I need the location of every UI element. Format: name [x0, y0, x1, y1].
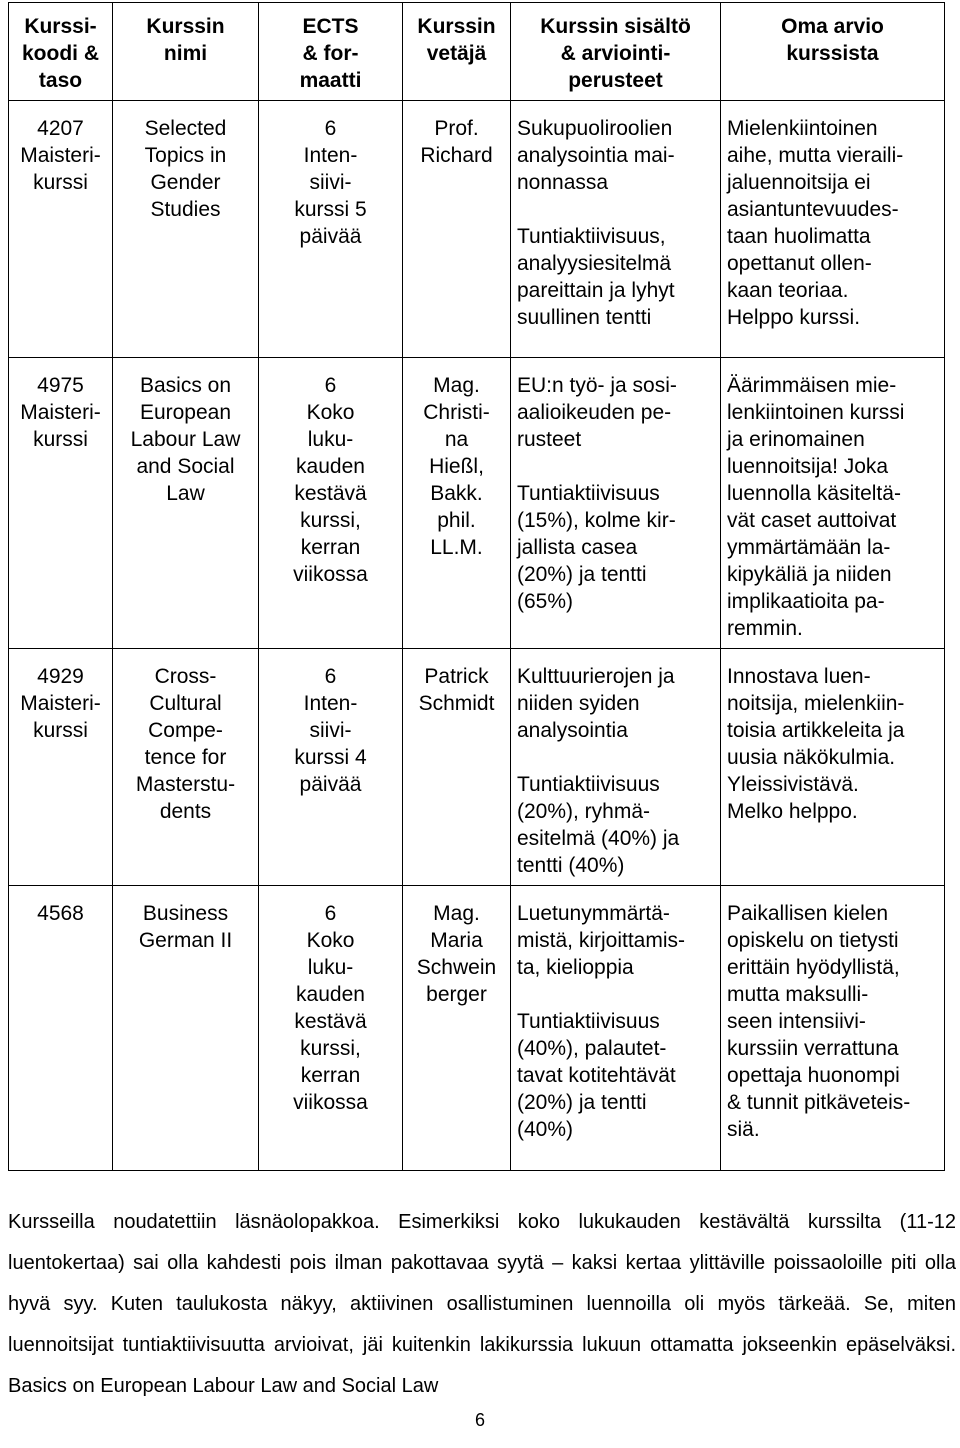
course-content-cell [511, 649, 721, 886]
course-assessment: Tuntiaktiivisuus (20%), ryhmä- esitelmä (40%) ja tentti (40%) [517, 773, 680, 877]
course-content: Kulttuurierojen ja niiden syiden analysointia [517, 665, 675, 742]
course-name: Selected Topics in Gender Studies [113, 101, 259, 358]
course-name: Basics on European Labour Law and Social Law [113, 358, 259, 649]
course-review: Paikallisen kielen opiskelu on tietysti erittäin hyödyllistä, mutta maksulli- seen intensiivi- kurssiin verrattuna opettaja huonompi & tunnit pitkäveteis- siä. [721, 886, 945, 1171]
table-row [9, 101, 945, 358]
course-review: Mielenkiintoinen aihe, mutta vieraili- jaluennoitsija ei asiantuntevuudes- taan huolimatta opettanut ollen- kaan teoriaa. Helppo kurssi. [721, 101, 945, 358]
header-course-code: Kurssi- koodi & taso [9, 3, 113, 101]
course-assessment: Tuntiaktiivisuus (15%), kolme kir- jallista casea (20%) ja tentti (65%) [517, 482, 676, 613]
header-ects-format: ECTS & for- maatti [259, 3, 403, 101]
course-content-cell [511, 886, 721, 1171]
body-paragraph: Kursseilla noudatettiin läsnäolopakkoa. Esimerkiksi koko lukukauden kestävältä kurssilta (11-12 luentokertaa) sai olla kahdesti pois ilman pakottavaa syytä – kaksi kertaa ylittäville poissaoloille piti olla hyvä syy. Kuten taulukosta näkyy, aktiivinen osallistuminen luennoilla oli myös tärkeää. Se, miten luennoitsijat tuntiaktiivisuutta arvioivat, jäi kuitenkin lakikurssia lukuun ottamatta jokseenkin epäselväksi. Basics on European Labour Law and Social Law [8, 1211, 956, 1397]
course-content: Luetunymmärtä- mistä, kirjoittamis- ta, kielioppia [517, 902, 686, 979]
course-code: 4568 [9, 886, 113, 1171]
header-teacher: Kurssin vetäjä [403, 3, 511, 101]
course-ects: 6 Koko luku- kauden kestävä kurssi, kerran viikossa [259, 886, 403, 1171]
course-content-cell [511, 101, 721, 358]
course-teacher: Prof. Richard [403, 101, 511, 358]
table-row [9, 358, 945, 649]
course-ects: 6 Inten- siivi- kurssi 5 päivää [259, 101, 403, 358]
table-row [9, 649, 945, 886]
course-code: 4929 Maisteri- kurssi [9, 649, 113, 886]
page-number: 6 [474, 1410, 485, 1430]
course-content: EU:n työ- ja sosi- aalioikeuden pe- rusteet [517, 374, 677, 451]
table-header-row [9, 3, 945, 101]
course-name: Business German II [113, 886, 259, 1171]
course-assessment: Tuntiaktiivisuus (40%), palautet- tavat kotitehtävät (20%) ja tentti (40%) [517, 1010, 676, 1141]
course-review: Äärimmäisen mie- lenkiintoinen kurssi ja erinomainen luennoitsija! Joka luennolla käsiteltä- vät caset auttoivat ymmärtämään la- kipykäliä ja niiden implikaatioita pa- remmin. [721, 358, 945, 649]
course-code: 4207 Maisteri- kurssi [9, 101, 113, 358]
table-row [9, 886, 945, 1171]
course-teacher: Mag. Christi- na Hießl, Bakk. phil. LL.M. [403, 358, 511, 649]
course-ects: 6 Koko luku- kauden kestävä kurssi, kerran viikossa [259, 358, 403, 649]
course-table [8, 2, 945, 1171]
course-ects: 6 Inten- siivi- kurssi 4 päivää [259, 649, 403, 886]
header-course-name: Kurssin nimi [113, 3, 259, 101]
header-own-review: Oma arvio kurssista [721, 3, 945, 101]
course-review: Innostava luen- noitsija, mielenkiin- toisia artikkeleita ja uusia näkökulmia. Yleissivistävä. Melko helppo. [721, 649, 945, 886]
course-teacher: Patrick Schmidt [403, 649, 511, 886]
course-code: 4975 Maisteri- kurssi [9, 358, 113, 649]
course-name: Cross- Cultural Compe- tence for Masterstu- dents [113, 649, 259, 886]
course-content: Sukupuoliroolien analysointia mai- nonnassa [517, 117, 675, 194]
header-content-assessment: Kurssin sisältö & arviointi- perusteet [511, 3, 721, 101]
course-teacher: Mag. Maria Schwein berger [403, 886, 511, 1171]
course-content-cell [511, 358, 721, 649]
course-assessment: Tuntiaktiivisuus, analyysiesitelmä pareittain ja lyhyt suullinen tentti [517, 225, 675, 329]
